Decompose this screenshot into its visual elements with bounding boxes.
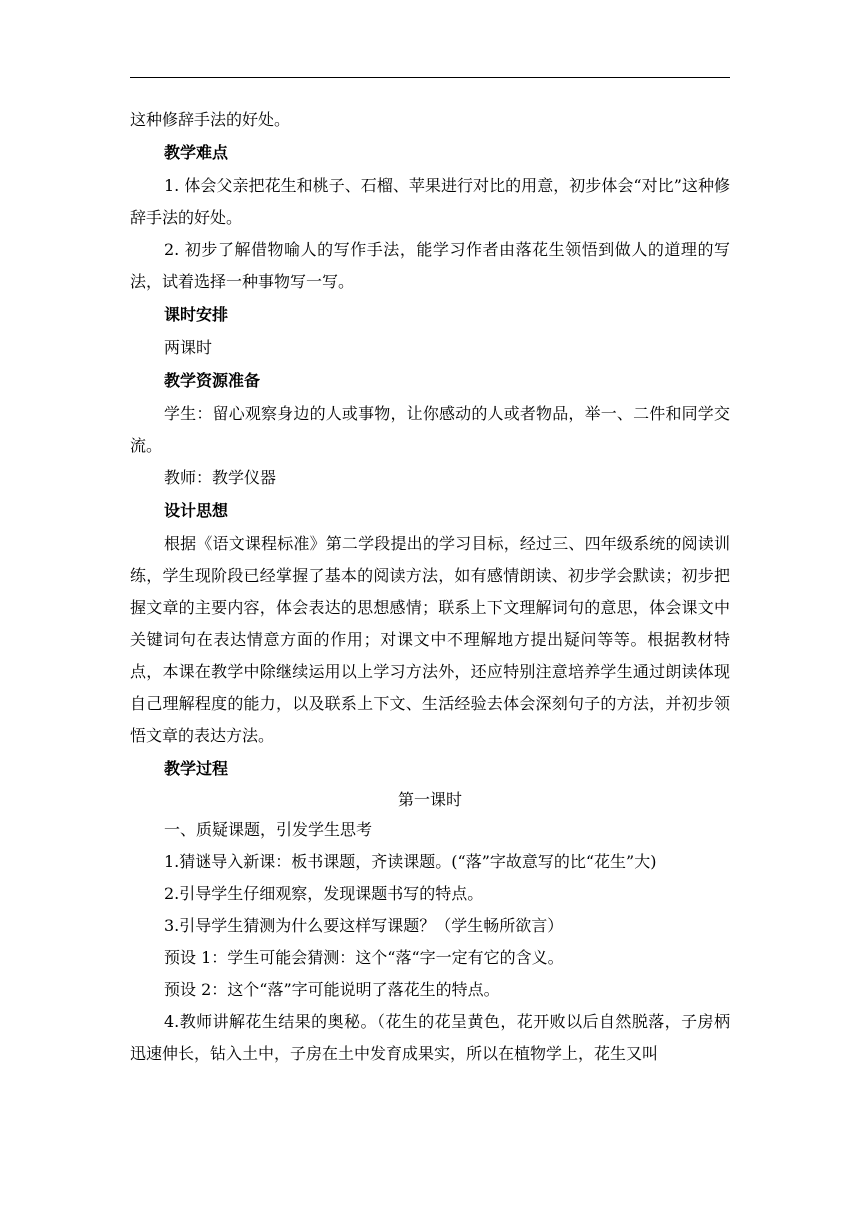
paragraph-resources-student: 学生：留心观察身边的人或事物，让你感动的人或者物品，举一、二件和同学交流。 (130, 404, 730, 455)
heading-design-idea: 设计思想 (164, 501, 229, 520)
paragraph-resources-teacher: 教师：教学仪器 (164, 468, 277, 487)
paragraph-continued: 这种修辞手法的好处。 (130, 110, 291, 129)
heading-teaching-process: 教学过程 (164, 759, 229, 778)
paragraph-preset-1: 预设 1：学生可能会猜测：这个“落“字一定有它的含义。 (164, 948, 564, 967)
paragraph-preset-2: 预设 2：这个“落”字可能说明了落花生的特点。 (164, 980, 500, 999)
paragraph-difficulty-2: 2. 初步了解借物喻人的写作手法，能学习作者由落花生领悟到做人的道理的写法，试着选择一种事物写一写。 (130, 240, 730, 291)
heading-schedule: 课时安排 (164, 305, 229, 324)
heading-teaching-difficulties: 教学难点 (164, 143, 229, 162)
heading-resources: 教学资源准备 (164, 371, 261, 390)
paragraph-step-1-2: 2.引导学生仔细观察，发现课题书写的特点。 (164, 884, 484, 903)
document-body (130, 104, 730, 1070)
paragraph-difficulty-1: 1. 体会父亲把花生和桃子、石榴、苹果进行对比的用意，初步体会“对比”这种修辞手法的好处。 (130, 176, 730, 227)
paragraph-step-1-1: 1.猜谜导入新课：板书课题，齐读课题。(“落”字故意写的比“花生”大) (164, 852, 657, 871)
header-rule (130, 77, 730, 78)
paragraph-step-1-3: 3.引导学生猜测为什么要这样写课题？（学生畅所欲言） (164, 916, 564, 935)
paragraph-step-1: 一、质疑课题，引发学生思考 (164, 820, 373, 839)
section-first-lesson: 第一课时 (397, 790, 462, 809)
paragraph-schedule: 两课时 (164, 338, 213, 357)
paragraph-design-idea: 根据《语文课程标准》第二学段提出的学习目标，经过三、四年级系统的阅读训练，学生现阶段已经掌握了基本的阅读方法，如有感情朗读、初步学会默读；初步把握文章的主要内容，体会表达的思想感情；联系上下文理解词句的意思，体会课文中关键词句在表达情意方面的作用；对课文中不理解地方提出疑问等等。根据教材特点，本课在教学中除继续运用以上学习方法外，还应特别注意培养学生通过朗读体现自己理解程度的能力，以及联系上下文、生活经验去体会深刻句子的方法，并初步领悟文章的表达方法。 (130, 534, 730, 745)
paragraph-step-1-4: 4.教师讲解花生结果的奥秘。（花生的花呈黄色，花开败以后自然脱落，子房柄迅速伸长，钻入土中，子房在土中发育成果实，所以在植物学上，花生又叫 (130, 1012, 730, 1063)
